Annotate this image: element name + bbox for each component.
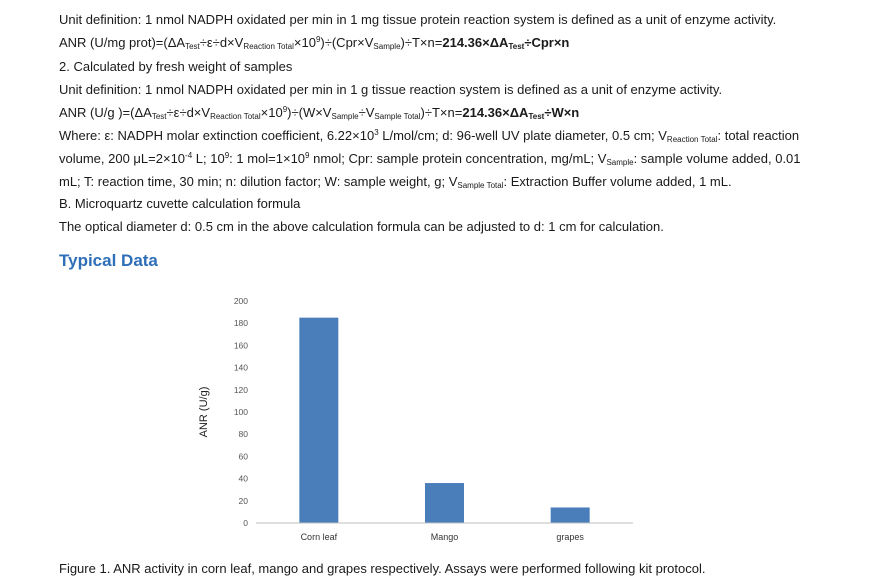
formula-protein: ANR (U/mg $prot)=(\Delta A_{Test}\div\varepsilon\div d\times V_{Reaction Total}\times 10^9)\div(Cpr\times V_{Sample})\div T\times n=214.36\times\Delta A_{Test}\div Cpr\times n$ [59, 35, 570, 51]
y-tick-label: 100 [233, 407, 248, 417]
x-category-label: Mango [430, 532, 459, 542]
section-heading: Typical Data [59, 251, 158, 270]
unit-definition-protein: Unit definition: 1 nmol NADPH oxidated per min in 1 mg tissue protein reaction system is defined as a unit of enzyme activity. [59, 12, 777, 27]
y-tick-label: 20 [238, 495, 248, 506]
y-tick-label: 200 [233, 296, 248, 306]
y-tick-label: 160 [233, 340, 248, 351]
where-line-3: mL; T: reaction time, 30 min; n: dilution factor; W: sample weight, g; $V_{Sample Total}$: Extraction Buffer volume added, 1 mL. [59, 174, 732, 190]
y-tick-label: 60 [238, 451, 248, 462]
unit-definition-weight: Unit definition: 1 nmol NADPH oxidated per min in 1 g tissue reaction system is defined as a unit of enzyme activity. [59, 82, 723, 97]
cuvette-note: The optical diameter d: 0.5 cm in the above calculation formula can be adjusted to d: 1 cm for calculation. [59, 219, 664, 234]
y-tick-label: 80 [238, 429, 248, 440]
x-category-label: grapes [556, 532, 584, 542]
y-tick-label: 180 [233, 318, 248, 329]
where-line-1: Where: ε: NADPH molar extinction coefficient, $6.22\times 10^3$ L/mol/cm; d: 96-well UV plate diameter, 0.5 cm; $V_{Reaction Total}$: total reaction [59, 128, 800, 144]
x-category-label: Corn leaf [300, 532, 338, 542]
bar-chart [190, 290, 650, 552]
y-tick-label: 40 [238, 473, 248, 484]
where-line-2: volume, 200 $\mu L=2\times 10^{-4}$ L; $10^9$: 1 $mol=1\times 10^9$ nmol; Cpr: sample protein concentration, mg/mL; $V_{Sample}$: sample volume added, 0.01 [59, 151, 801, 167]
bar-grapes [551, 507, 590, 523]
y-tick-label: 120 [233, 384, 248, 395]
section-fresh-weight: 2. Calculated by fresh weight of samples [59, 59, 293, 74]
bar-mango [425, 483, 464, 523]
figure-caption: Figure 1. ANR activity in corn leaf, mango and grapes respectively. Assays were performed following kit protocol. [59, 561, 706, 576]
formula-weight: ANR (U/g )$=(\Delta A_{Test}\div\varepsilon\div d\times V_{Reaction Total}\times 10^9)\div(W\times V_{Sample}\div V_{Sample Total})\div T\times n=214.36\times\Delta A_{Test}\div W\times n$ [59, 105, 580, 121]
y-tick-label: 140 [233, 362, 248, 373]
bar-corn-leaf [299, 318, 338, 523]
y-axis-label: ANR (U/g) [198, 386, 210, 438]
y-tick-label: 0 [243, 518, 248, 528]
section-cuvette: B. Microquartz cuvette calculation formula [59, 196, 301, 211]
